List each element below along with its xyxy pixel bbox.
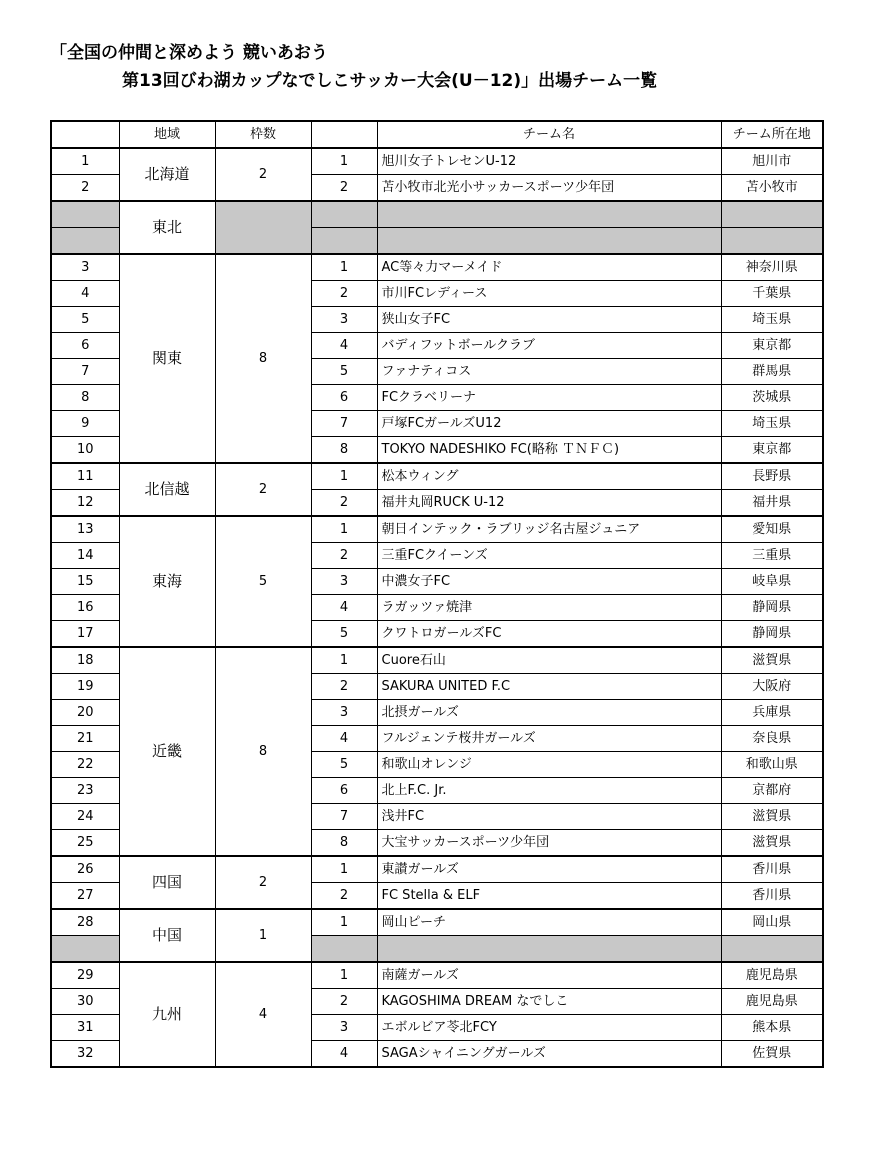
- team-location: 千葉県: [721, 281, 823, 307]
- team-index: 3: [311, 1015, 377, 1041]
- team-location: 静岡県: [721, 595, 823, 621]
- team-location: 大阪府: [721, 674, 823, 700]
- header-team-name: チーム名: [377, 121, 721, 148]
- region-slots: 2: [215, 856, 311, 909]
- header-slots: 枠数: [215, 121, 311, 148]
- team-index: 2: [311, 281, 377, 307]
- team-index: 2: [311, 490, 377, 517]
- entry-number: 2: [51, 175, 119, 202]
- team-name: [377, 201, 721, 228]
- entry-number: 30: [51, 989, 119, 1015]
- team-index: 4: [311, 595, 377, 621]
- entry-number: 4: [51, 281, 119, 307]
- roster-body: [51, 148, 823, 1067]
- team-name: 大宝サッカースポーツ少年団: [377, 830, 721, 857]
- team-name: 岡山ピーチ: [377, 909, 721, 936]
- team-location: 香川県: [721, 856, 823, 883]
- team-index: 2: [311, 989, 377, 1015]
- team-name: 南薩ガールズ: [377, 962, 721, 989]
- team-name: KAGOSHIMA DREAM なでしこ: [377, 989, 721, 1015]
- team-name: 福井丸岡RUCK U-12: [377, 490, 721, 517]
- team-location: 岐阜県: [721, 569, 823, 595]
- region-slots: [215, 201, 311, 254]
- table-row: [51, 909, 823, 936]
- team-index: 1: [311, 962, 377, 989]
- team-index: [311, 201, 377, 228]
- header-team-index: [311, 121, 377, 148]
- document-title-line1: 「全国の仲間と深めよう 競いあおう: [50, 43, 328, 63]
- team-name: ラガッツァ焼津: [377, 595, 721, 621]
- header-region: 地域: [119, 121, 215, 148]
- entry-number: 22: [51, 752, 119, 778]
- team-location: 熊本県: [721, 1015, 823, 1041]
- team-name: 三重FCクイーンズ: [377, 543, 721, 569]
- team-roster-table: [50, 120, 824, 1068]
- table-row: [51, 962, 823, 989]
- team-index: 4: [311, 333, 377, 359]
- entry-number: 18: [51, 647, 119, 674]
- team-location: 滋賀県: [721, 647, 823, 674]
- team-location: 長野県: [721, 463, 823, 490]
- entry-number: 5: [51, 307, 119, 333]
- entry-number: 9: [51, 411, 119, 437]
- team-name: FC Stella & ELF: [377, 883, 721, 910]
- team-name: [377, 228, 721, 255]
- team-name: 北摂ガールズ: [377, 700, 721, 726]
- team-name: 和歌山オレンジ: [377, 752, 721, 778]
- team-location: 滋賀県: [721, 804, 823, 830]
- team-index: 4: [311, 1041, 377, 1068]
- team-location: 埼玉県: [721, 411, 823, 437]
- team-name: 市川FCレディース: [377, 281, 721, 307]
- team-index: 6: [311, 778, 377, 804]
- team-location: 鹿児島県: [721, 989, 823, 1015]
- team-location: 鹿児島県: [721, 962, 823, 989]
- team-name: AC等々力マーメイド: [377, 254, 721, 281]
- team-index: 2: [311, 175, 377, 202]
- entry-number: [51, 936, 119, 963]
- entry-number: 11: [51, 463, 119, 490]
- team-location: [721, 201, 823, 228]
- entry-number: 32: [51, 1041, 119, 1068]
- entry-number: 7: [51, 359, 119, 385]
- team-name: SAGAシャイニングガールズ: [377, 1041, 721, 1068]
- entry-number: 10: [51, 437, 119, 464]
- table-row: [51, 148, 823, 175]
- team-index: 3: [311, 700, 377, 726]
- region-name: 近畿: [119, 647, 215, 856]
- team-name: Cuore石山: [377, 647, 721, 674]
- team-name: FCクラベリーナ: [377, 385, 721, 411]
- team-index: 7: [311, 411, 377, 437]
- entry-number: 27: [51, 883, 119, 910]
- team-name: エボルビア苓北FCY: [377, 1015, 721, 1041]
- entry-number: 8: [51, 385, 119, 411]
- region-slots: 2: [215, 148, 311, 201]
- region-name: 北海道: [119, 148, 215, 201]
- team-name: TOKYO NADESHIKO FC(略称 ＴＮＦＣ): [377, 437, 721, 464]
- region-name: 東海: [119, 516, 215, 647]
- team-index: 1: [311, 463, 377, 490]
- entry-number: 26: [51, 856, 119, 883]
- table-row: [51, 647, 823, 674]
- entry-number: 23: [51, 778, 119, 804]
- team-location: 三重県: [721, 543, 823, 569]
- entry-number: 6: [51, 333, 119, 359]
- team-location: 苫小牧市: [721, 175, 823, 202]
- entry-number: 31: [51, 1015, 119, 1041]
- team-name: フルジェンテ桜井ガールズ: [377, 726, 721, 752]
- team-index: 5: [311, 752, 377, 778]
- entry-number: 15: [51, 569, 119, 595]
- region-slots: 5: [215, 516, 311, 647]
- team-index: [311, 228, 377, 255]
- team-location: [721, 228, 823, 255]
- team-name: 東讃ガールズ: [377, 856, 721, 883]
- team-index: 6: [311, 385, 377, 411]
- team-location: 兵庫県: [721, 700, 823, 726]
- region-slots: 2: [215, 463, 311, 516]
- team-location: 佐賀県: [721, 1041, 823, 1068]
- entry-number: 17: [51, 621, 119, 648]
- team-location: 京都府: [721, 778, 823, 804]
- team-name: SAKURA UNITED F.C: [377, 674, 721, 700]
- team-name: 戸塚FCガールズU12: [377, 411, 721, 437]
- team-index: 1: [311, 647, 377, 674]
- region-slots: 8: [215, 647, 311, 856]
- team-index: 7: [311, 804, 377, 830]
- entry-number: 3: [51, 254, 119, 281]
- team-location: 静岡県: [721, 621, 823, 648]
- team-location: 和歌山県: [721, 752, 823, 778]
- region-name: 東北: [119, 201, 215, 254]
- entry-number: 13: [51, 516, 119, 543]
- team-index: 1: [311, 148, 377, 175]
- region-slots: 8: [215, 254, 311, 463]
- team-name: 中濃女子FC: [377, 569, 721, 595]
- team-name: 浅井FC: [377, 804, 721, 830]
- team-name: 北上F.C. Jr.: [377, 778, 721, 804]
- team-index: 1: [311, 516, 377, 543]
- team-location: 香川県: [721, 883, 823, 910]
- team-location: 東京都: [721, 437, 823, 464]
- team-name: 狭山女子FC: [377, 307, 721, 333]
- region-slots: 1: [215, 909, 311, 962]
- team-location: 愛知県: [721, 516, 823, 543]
- entry-number: 19: [51, 674, 119, 700]
- team-location: 茨城県: [721, 385, 823, 411]
- team-index: 2: [311, 543, 377, 569]
- document-title-line2: 第13回びわ湖カップなでしこサッカー大会(U－12)」出場チーム一覧: [122, 71, 658, 91]
- region-name: 関東: [119, 254, 215, 463]
- team-name: [377, 936, 721, 963]
- team-location: 岡山県: [721, 909, 823, 936]
- table-row: [51, 516, 823, 543]
- team-location: 旭川市: [721, 148, 823, 175]
- team-index: 1: [311, 254, 377, 281]
- entry-number: [51, 201, 119, 228]
- team-location: 東京都: [721, 333, 823, 359]
- team-location: 奈良県: [721, 726, 823, 752]
- header-row: [51, 121, 823, 148]
- team-name: クワトロガールズFC: [377, 621, 721, 648]
- team-location: 滋賀県: [721, 830, 823, 857]
- region-slots: 4: [215, 962, 311, 1067]
- entry-number: 16: [51, 595, 119, 621]
- team-index: 4: [311, 726, 377, 752]
- header-number: [51, 121, 119, 148]
- team-index: 1: [311, 909, 377, 936]
- entry-number: 29: [51, 962, 119, 989]
- entry-number: 24: [51, 804, 119, 830]
- region-name: 四国: [119, 856, 215, 909]
- team-index: 1: [311, 856, 377, 883]
- team-index: 2: [311, 674, 377, 700]
- team-index: 3: [311, 569, 377, 595]
- entry-number: 14: [51, 543, 119, 569]
- team-location: 群馬県: [721, 359, 823, 385]
- region-name: 北信越: [119, 463, 215, 516]
- team-name: 松本ウィング: [377, 463, 721, 490]
- team-index: 2: [311, 883, 377, 910]
- team-location: 福井県: [721, 490, 823, 517]
- team-name: バディフットボールクラブ: [377, 333, 721, 359]
- entry-number: 28: [51, 909, 119, 936]
- team-location: 埼玉県: [721, 307, 823, 333]
- team-name: 旭川女子トレセンU-12: [377, 148, 721, 175]
- team-location: [721, 936, 823, 963]
- team-index: 5: [311, 621, 377, 648]
- team-name: 苫小牧市北光小サッカースポーツ少年団: [377, 175, 721, 202]
- team-index: [311, 936, 377, 963]
- entry-number: 20: [51, 700, 119, 726]
- entry-number: 21: [51, 726, 119, 752]
- team-name: ファナティコス: [377, 359, 721, 385]
- table-row: [51, 856, 823, 883]
- region-name: 中国: [119, 909, 215, 962]
- region-name: 九州: [119, 962, 215, 1067]
- table-row: [51, 254, 823, 281]
- header-location: チーム所在地: [721, 121, 823, 148]
- team-index: 3: [311, 307, 377, 333]
- entry-number: 12: [51, 490, 119, 517]
- team-index: 5: [311, 359, 377, 385]
- entry-number: 25: [51, 830, 119, 857]
- team-index: 8: [311, 830, 377, 857]
- team-index: 8: [311, 437, 377, 464]
- table-row: [51, 463, 823, 490]
- entry-number: 1: [51, 148, 119, 175]
- team-name: 朝日インテック・ラブリッジ名古屋ジュニア: [377, 516, 721, 543]
- team-location: 神奈川県: [721, 254, 823, 281]
- entry-number: [51, 228, 119, 255]
- table-row: [51, 201, 823, 228]
